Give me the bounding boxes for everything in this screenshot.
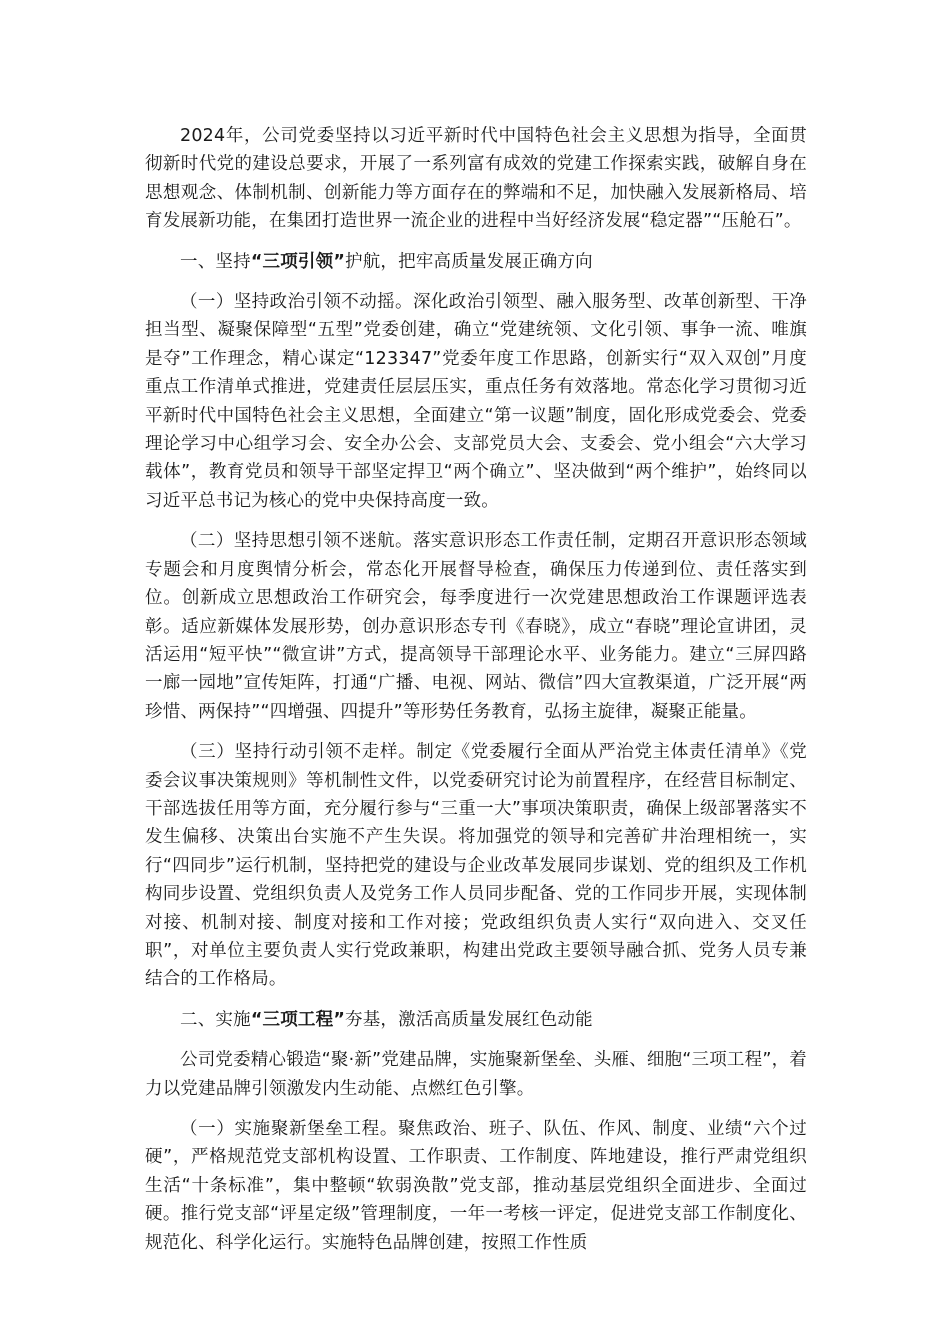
section-1-paragraph-2: （二）坚持思想引领不迷航。落实意识形态工作责任制，定期召开意识形态领域专题会和月度舆情分析会，常态化开展督导检查，确保压力传递到位、责任落实到位。创新成立思想政治工作研究会，每季度进行一次党建思想政治工作课题评选表彰。适应新媒体发展形势，创办意识形态专刊《春晓》，成立“春晓”理论宣讲团，灵活运用“短平快”“微宣讲”方式，提高领导干部理论水平、业务能力。建立“三屏四路一廊一园地”宣传矩阵，打通“广播、电视、网站、微信”四大宣教渠道，广泛开展“两珍惜、两保持”“四增强、四提升”等形势任务教育，弘扬主旋律，凝聚正能量。 (145, 531, 807, 722)
section-2-heading-emphasis: “三项工程” (250, 1009, 346, 1030)
section-2-heading-prefix: 二、实施 (180, 1009, 251, 1030)
section-2-intro-paragraph: 公司党委精心锻造“聚·新”党建品牌，实施聚新堡垒、头雁、细胞“三项工程”，着力以党建品牌引领激发内生动能、点燃红色引擎。 (145, 1050, 807, 1099)
section-1-heading-prefix: 一、坚持 (180, 251, 251, 272)
section-2-heading-suffix: 夯基，激活高质量发展红色动能 (345, 1009, 593, 1030)
section-1-paragraph-1: （一）坚持政治引领不动摇。深化政治引领型、融入服务型、改革创新型、干净担当型、凝聚保障型“五型”党委创建，确立“党建统领、文化引领、事争一流、唯旗是夺”工作理念，精心谋定“123347”党委年度工作思路，创新实行“双入双创”月度重点工作清单式推进，党建责任层层压实，重点任务有效落地。常态化学习贯彻习近平新时代中国特色社会主义思想，全面建立“第一议题”制度，固化形成党委会、党委理论学习中心组学习会、安全办公会、支部党员大会、支委会、党小组会“六大学习载体”，教育党员和领导干部坚定捍卫“两个确立”、坚决做到“两个维护”，始终同以习近平总书记为核心的党中央保持高度一致。 (145, 292, 807, 511)
section-2-paragraph-1: （一）实施聚新堡垒工程。聚焦政治、班子、队伍、作风、制度、业绩“六个过硬”，严格规范党支部机构设置、工作职责、工作制度、阵地建设，推行严肃党组织生活“十条标准”，集中整顿“软弱涣散”党支部，推动基层党组织全面进步、全面过硬。推行党支部“评星定级”管理制度，一年一考核一评定，促进党支部工作制度化、规范化、科学化运行。实施特色品牌创建，按照工作性质 (145, 1119, 807, 1253)
document-page (145, 122, 807, 1257)
section-1-heading-emphasis: “三项引领” (250, 251, 346, 272)
intro-paragraph: 2024年，公司党委坚持以习近平新时代中国特色社会主义思想为指导，全面贯彻新时代党的建设总要求，开展了一系列富有成效的党建工作探索实践，破解自身在思想观念、体制机制、创新能力等方面存在的弊端和不足，加快融入发展新格局、培育发展新功能，在集团打造世界一流企业的进程中当好经济发展“稳定器”“压舱石”。 (145, 126, 807, 232)
section-1-heading (145, 248, 807, 276)
section-1-paragraph-3: （三）坚持行动引领不走样。制定《党委履行全面从严治党主体责任清单》《党委会议事决策规则》等机制性文件，以党委研究讨论为前置程序，在经营目标制定、干部选拔任用等方面，充分履行参与“三重一大”事项决策职责，确保上级部署落实不发生偏移、决策出台实施不产生失误。将加强党的领导和完善矿井治理相统一，实行“四同步”运行机制，坚持把党的建设与企业改革发展同步谋划、党的组织及工作机构同步设置、党组织负责人及党务工作人员同步配备、党的工作同步开展，实现体制对接、机制对接、制度对接和工作对接；党政组织负责人实行“双向进入、交叉任职”，对单位主要负责人实行党政兼职，构建出党政主要领导融合抓、党务人员专兼结合的工作格局。 (145, 742, 807, 990)
section-1-heading-suffix: 护航，把牢高质量发展正确方向 (345, 251, 593, 272)
section-2-heading (145, 1006, 807, 1034)
